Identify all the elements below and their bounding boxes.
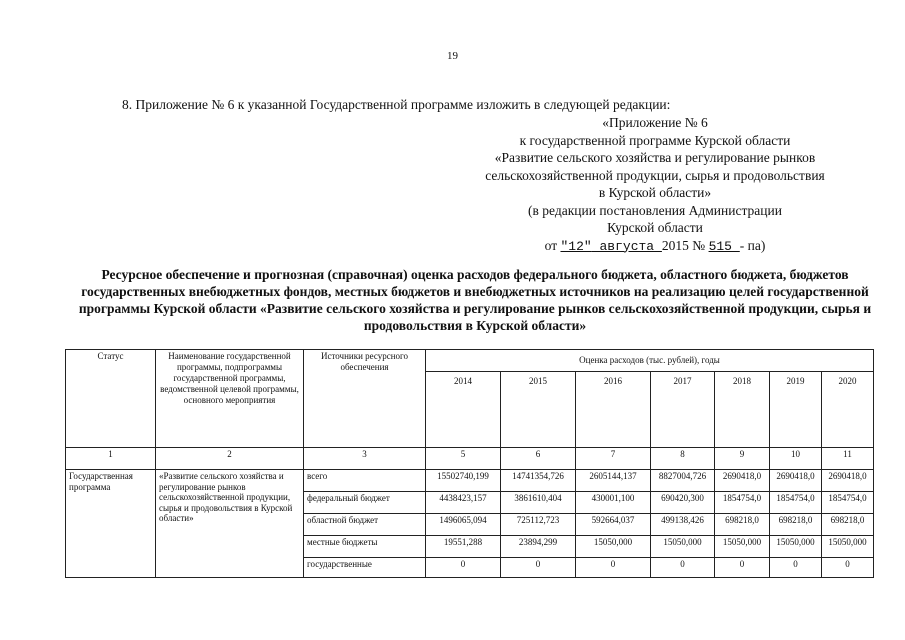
appendix-line-1: «Приложение № 6 <box>602 115 708 130</box>
value-cell: 698218,0 <box>715 514 770 536</box>
document-title: Ресурсное обеспечение и прогнозная (справочная) оценка расходов федерального бюджета, областного бюджета, бюджетов государственных внебюджетных фондов, местных бюджетов и внебюджетных источников на реализацию целей государственной программы Курской области «Развитие сельского хозяйства и регулирование рынков сельскохозяйственной продукции, сырья и продовольствия в Курской области» <box>78 267 872 333</box>
column-number: 7 <box>576 448 651 470</box>
value-cell: 499138,426 <box>651 514 715 536</box>
date-suffix: - па) <box>739 237 766 253</box>
value-cell: 698218,0 <box>770 514 822 536</box>
header-estimate: Оценка расходов (тыс. рублей), годы <box>426 350 874 372</box>
value-cell: 2605144,137 <box>576 470 651 492</box>
appendix-line-7: Курской области <box>607 220 703 235</box>
value-cell: 725112,723 <box>501 514 576 536</box>
value-cell: 2690418,0 <box>822 470 874 492</box>
year-cell: 2014 <box>426 372 501 448</box>
value-cell: 15050,000 <box>770 536 822 558</box>
header-status: Статус <box>66 350 156 448</box>
value-cell: 15050,000 <box>651 536 715 558</box>
value-cell: 15050,000 <box>715 536 770 558</box>
source-cell: областной бюджет <box>304 514 426 536</box>
year-cell: 2018 <box>715 372 770 448</box>
program-name-cell: «Развитие сельского хозяйства и регулирование рынков сельскохозяйственной продукции, сырья и продовольствия в Курской области» <box>156 470 304 578</box>
date-year: 2015 № <box>661 237 709 253</box>
value-cell: 15050,000 <box>822 536 874 558</box>
appendix-line-5: в Курской области» <box>598 185 712 200</box>
value-cell: 0 <box>715 558 770 578</box>
column-number: 11 <box>822 448 874 470</box>
column-number: 3 <box>304 448 426 470</box>
appendix-header <box>430 114 880 255</box>
value-cell: 592664,037 <box>576 514 651 536</box>
value-cell: 15050,000 <box>576 536 651 558</box>
date-number: 515 <box>708 238 740 254</box>
value-cell: 430001,100 <box>576 492 651 514</box>
header-name: Наименование государственной программы, подпрограммы государственной программы, ведомственной целевой программы, основного мероприятия <box>156 350 304 448</box>
value-cell: 0 <box>770 558 822 578</box>
value-cell: 2690418,0 <box>715 470 770 492</box>
source-cell: местные бюджеты <box>304 536 426 558</box>
value-cell: 690420,300 <box>651 492 715 514</box>
value-cell: 0 <box>651 558 715 578</box>
column-number: 1 <box>66 448 156 470</box>
resource-table <box>65 349 874 578</box>
value-cell: 8827004,726 <box>651 470 715 492</box>
status-cell: Государственная программа <box>66 470 156 578</box>
header-sources: Источники ресурсного обеспечения <box>304 350 426 448</box>
value-cell: 698218,0 <box>822 514 874 536</box>
column-number: 8 <box>651 448 715 470</box>
intro-text: 8. Приложение № 6 к указанной Государственной программе изложить в следующей редакции: <box>122 97 671 112</box>
appendix-line-4: сельскохозяйственной продукции, сырья и продовольствия <box>485 167 825 183</box>
column-number: 9 <box>715 448 770 470</box>
source-cell: федеральный бюджет <box>304 492 426 514</box>
date-prefix: от <box>544 237 561 253</box>
source-cell: государственные <box>304 558 426 578</box>
source-cell: всего <box>304 470 426 492</box>
year-cell: 2017 <box>651 372 715 448</box>
value-cell: 1854754,0 <box>822 492 874 514</box>
value-cell: 19551,288 <box>426 536 501 558</box>
column-number: 10 <box>770 448 822 470</box>
column-number: 2 <box>156 448 304 470</box>
year-cell: 2016 <box>576 372 651 448</box>
appendix-line-3: «Развитие сельского хозяйства и регулирование рынков <box>494 150 816 165</box>
value-cell: 1854754,0 <box>715 492 770 514</box>
date-day: "12" <box>560 238 592 254</box>
year-cell: 2019 <box>770 372 822 448</box>
date-month: августа <box>591 238 662 254</box>
page-number: 19 <box>447 50 458 62</box>
value-cell: 0 <box>501 558 576 578</box>
value-cell: 0 <box>576 558 651 578</box>
appendix-line-2: к государственной программе Курской области <box>519 132 791 148</box>
appendix-date-line <box>430 237 880 256</box>
year-cell: 2015 <box>501 372 576 448</box>
value-cell: 23894,299 <box>501 536 576 558</box>
column-number: 6 <box>501 448 576 470</box>
value-cell: 4438423,157 <box>426 492 501 514</box>
value-cell: 15502740,199 <box>426 470 501 492</box>
column-number: 5 <box>426 448 501 470</box>
value-cell: 3861610,404 <box>501 492 576 514</box>
value-cell: 2690418,0 <box>770 470 822 492</box>
year-cell: 2020 <box>822 372 874 448</box>
value-cell: 0 <box>426 558 501 578</box>
value-cell: 14741354,726 <box>501 470 576 492</box>
value-cell: 1496065,094 <box>426 514 501 536</box>
appendix-line-6: (в редакции постановления Администрации <box>528 202 782 218</box>
value-cell: 0 <box>822 558 874 578</box>
value-cell: 1854754,0 <box>770 492 822 514</box>
